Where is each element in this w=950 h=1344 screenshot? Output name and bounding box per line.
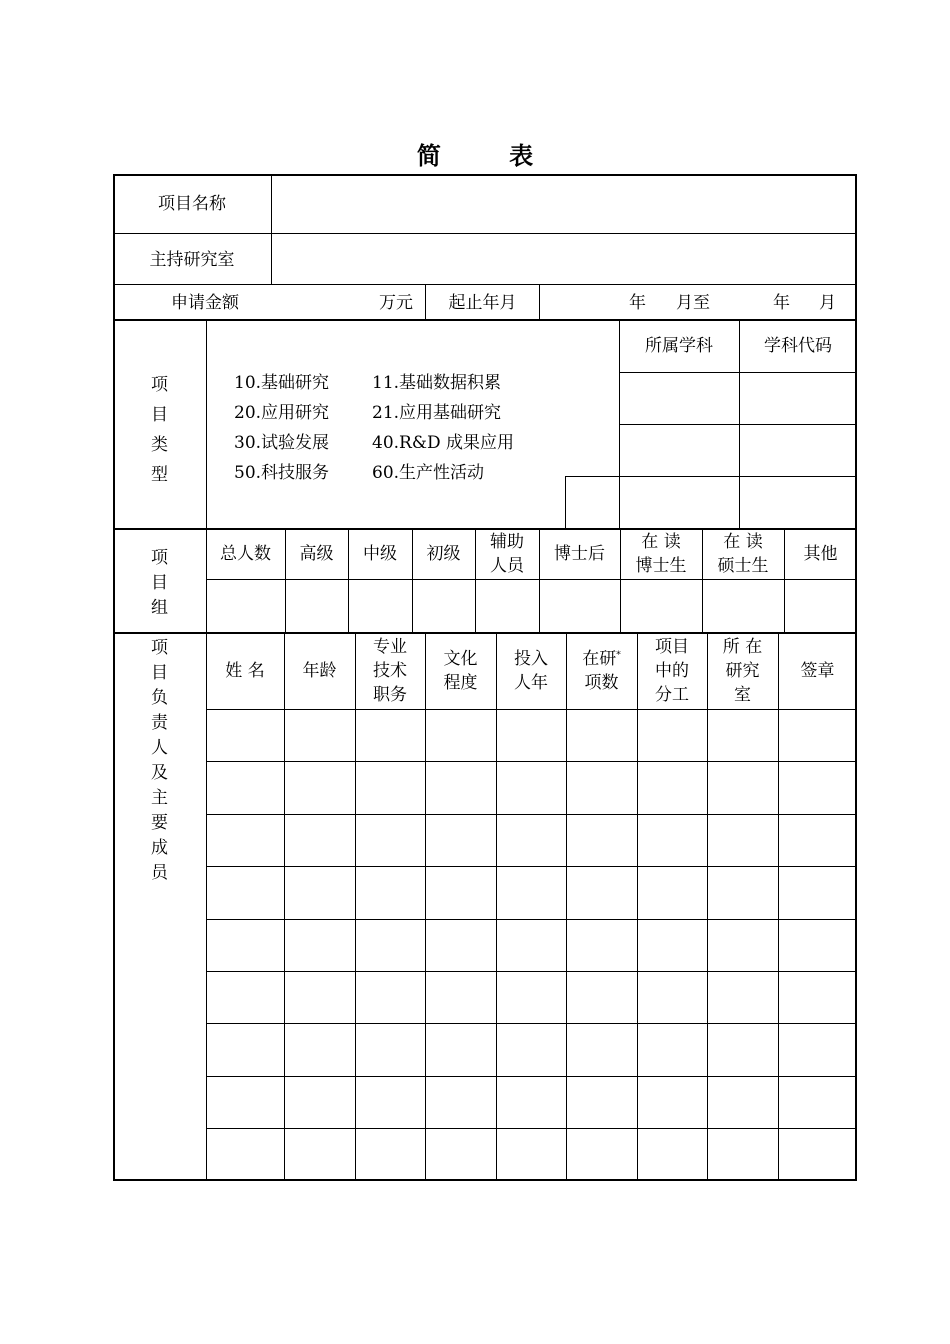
group-header-phd-student: 在 读 博士生 bbox=[635, 532, 687, 576]
member-row[interactable] bbox=[206, 920, 857, 971]
group-header-postdoc: 博士后 bbox=[554, 544, 605, 564]
member-row[interactable] bbox=[206, 1024, 857, 1075]
type-option-21[interactable]: 21.应用基础研究 bbox=[372, 403, 502, 423]
grid-line bbox=[784, 529, 785, 633]
discipline-header: 所属学科 bbox=[645, 336, 713, 356]
type-option-20[interactable]: 20.应用研究 bbox=[234, 403, 330, 423]
type-option-40[interactable]: 40.R&D 成果应用 bbox=[372, 433, 515, 453]
group-header-assistant: 辅助 人员 bbox=[490, 532, 524, 576]
group-header-other: 其他 bbox=[803, 544, 838, 564]
member-row[interactable] bbox=[206, 1077, 857, 1128]
host-lab-label: 主持研究室 bbox=[149, 249, 235, 270]
host-lab-field[interactable] bbox=[271, 234, 857, 285]
group-count-row[interactable] bbox=[206, 580, 857, 632]
grid-line bbox=[348, 529, 349, 633]
type-option-50[interactable]: 50.科技服务 bbox=[234, 463, 330, 483]
grid-line bbox=[619, 424, 857, 425]
member-row[interactable] bbox=[206, 1129, 857, 1180]
amount-unit: 万元 bbox=[379, 293, 413, 313]
group-header-intermediate: 中级 bbox=[363, 544, 397, 564]
grid-line bbox=[206, 320, 207, 1181]
period-year2: 年 bbox=[773, 293, 790, 313]
discipline-code-header: 学科代码 bbox=[764, 336, 832, 356]
group-header-master-student: 在 读 硕士生 bbox=[717, 532, 769, 576]
discipline-field-1[interactable] bbox=[619, 373, 739, 424]
member-header-projects-in-progress bbox=[566, 633, 637, 709]
discipline-field-2[interactable] bbox=[619, 425, 739, 476]
grid-line bbox=[113, 319, 857, 321]
members-label: 项 目 负 责 人 及 主 要 成 员 bbox=[151, 638, 168, 883]
amount-label: 申请金额 bbox=[171, 292, 239, 313]
grid-line bbox=[271, 233, 857, 234]
project-name-label: 项目名称 bbox=[158, 194, 226, 214]
grid-line bbox=[619, 320, 620, 529]
member-header-signature: 签章 bbox=[800, 661, 835, 681]
grid-line bbox=[539, 529, 540, 633]
member-header-title: 专业 技术 职务 bbox=[373, 637, 407, 705]
member-header-name: 姓 名 bbox=[225, 661, 265, 681]
brief-form-table bbox=[113, 174, 857, 1181]
member-header-role: 项目 中的 分工 bbox=[655, 637, 689, 705]
type-option-60[interactable]: 60.生产性活动 bbox=[372, 463, 485, 483]
project-type-label: 项 目 类 型 bbox=[151, 375, 168, 485]
discipline-code-field-3[interactable] bbox=[739, 477, 857, 528]
grid-line bbox=[566, 633, 567, 1181]
grid-line bbox=[637, 633, 638, 1181]
grid-line bbox=[620, 529, 621, 633]
member-row[interactable] bbox=[206, 867, 857, 918]
discipline-code-field-1[interactable] bbox=[739, 373, 857, 424]
period-month-to: 月至 bbox=[676, 293, 710, 313]
grid-line bbox=[284, 633, 285, 1181]
grid-line bbox=[271, 174, 272, 285]
grid-line bbox=[707, 633, 708, 1181]
discipline-field-3[interactable] bbox=[619, 477, 739, 528]
period-label: 起止年月 bbox=[448, 292, 517, 313]
grid-line bbox=[113, 233, 271, 234]
grid-line bbox=[425, 285, 426, 320]
member-header-age: 年龄 bbox=[302, 661, 337, 681]
grid-line bbox=[113, 284, 857, 285]
period-year1: 年 bbox=[629, 293, 646, 313]
grid-line bbox=[285, 529, 286, 633]
grid-line bbox=[475, 529, 476, 633]
grid-line bbox=[496, 633, 497, 1181]
grid-line bbox=[412, 529, 413, 633]
member-row[interactable] bbox=[206, 972, 857, 1023]
grid-line bbox=[113, 528, 857, 530]
group-header-junior: 初级 bbox=[426, 544, 461, 564]
type-option-30[interactable]: 30.试验发展 bbox=[234, 433, 330, 453]
member-row[interactable] bbox=[206, 815, 857, 866]
projects-in-progress-line2: 项数 bbox=[584, 673, 619, 693]
type-option-11[interactable]: 11.基础数据积累 bbox=[372, 373, 502, 393]
grid-line bbox=[565, 476, 857, 477]
group-header-senior: 高级 bbox=[299, 544, 334, 564]
grid-line bbox=[355, 633, 356, 1181]
page-title: 简 表 bbox=[416, 141, 564, 170]
projects-in-progress-line1: 在研 bbox=[582, 649, 617, 669]
member-header-person-years: 投入 人年 bbox=[514, 649, 548, 693]
period-month2: 月 bbox=[819, 293, 836, 313]
grid-line bbox=[206, 579, 857, 580]
member-header-education: 文化 程度 bbox=[443, 649, 478, 693]
discipline-code-field-2[interactable] bbox=[739, 425, 857, 476]
grid-line bbox=[739, 320, 740, 529]
grid-line bbox=[539, 285, 540, 320]
grid-line bbox=[113, 632, 857, 634]
member-row[interactable] bbox=[206, 762, 857, 813]
grid-line bbox=[619, 372, 857, 373]
member-row[interactable] bbox=[206, 710, 857, 761]
member-header-lab: 所 在 研究 室 bbox=[722, 637, 763, 705]
footnote-marker: * bbox=[616, 650, 621, 661]
project-group-label: 项 目 组 bbox=[151, 548, 168, 618]
type-option-10[interactable]: 10.基础研究 bbox=[234, 373, 330, 393]
grid-line bbox=[702, 529, 703, 633]
grid-line bbox=[778, 633, 779, 1181]
grid-line bbox=[565, 476, 566, 529]
group-header-total: 总人数 bbox=[220, 544, 271, 564]
grid-line bbox=[425, 633, 426, 1181]
project-name-field[interactable] bbox=[271, 174, 857, 234]
